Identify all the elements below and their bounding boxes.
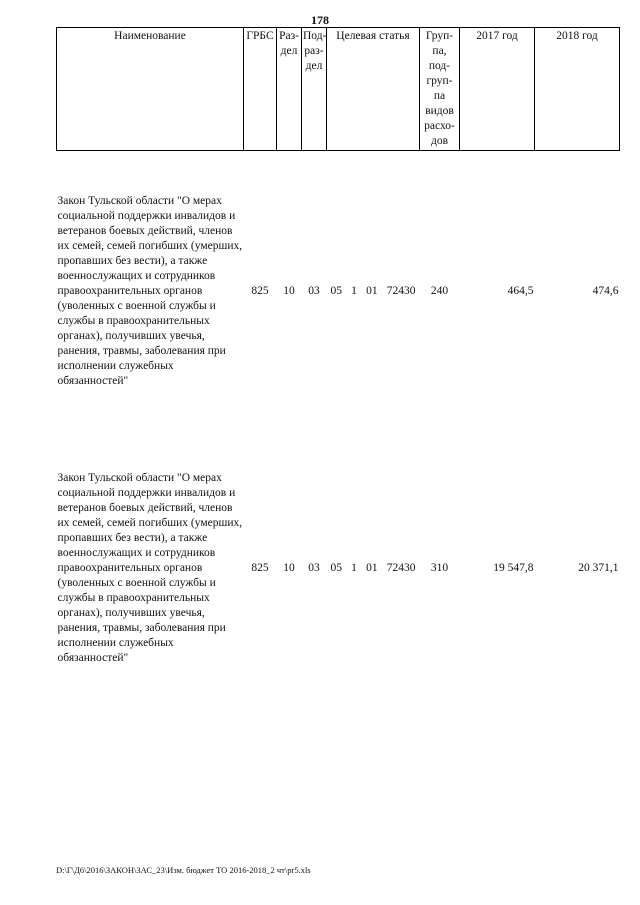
row-razdel: 10: [283, 284, 295, 297]
row-target-item: [327, 173, 420, 409]
target-item-part: 72430: [386, 284, 416, 297]
row-expense-group: 240: [430, 284, 449, 297]
row-amount-2017: 19 547,8: [493, 561, 534, 574]
row-podrazdel: 03: [308, 561, 320, 574]
row-target-item: [327, 450, 420, 686]
row-podrazdel: 03: [308, 284, 320, 297]
target-item-part: 05: [330, 284, 342, 297]
target-item-part: 1: [351, 561, 357, 574]
col-header-podrazdel: Под- раз- дел: [302, 28, 327, 151]
row-grbs: 825: [251, 284, 269, 297]
header-row: [57, 28, 620, 151]
target-item-part: 72430: [386, 561, 416, 574]
row-razdel: 10: [283, 561, 295, 574]
page-number: 178: [311, 13, 329, 27]
col-header-target-item: Целевая статья: [327, 28, 420, 151]
file-path-footer: D:\Г\Д6\2016\ЗАКОН\ЗАС_23\Изм. бюджет ТО 2016-2018_2 чт\pr5.xls: [56, 865, 311, 875]
row-expense-group: 310: [430, 561, 449, 574]
target-item-part: 01: [366, 561, 378, 574]
row-amount-2017: 464,5: [507, 284, 534, 297]
col-header-name: Наименование: [57, 28, 244, 151]
target-item-part: 1: [351, 284, 357, 297]
row-grbs: 825: [251, 561, 269, 574]
table-row: [57, 173, 620, 409]
col-header-2018: 2018 год: [535, 28, 620, 151]
row-amount-2018: 474,6: [592, 284, 619, 297]
col-header-razdel: Раз- дел: [277, 28, 302, 151]
row-name: Закон Тульской области "О мерах социальной поддержки инвалидов и ветеранов боевых действий, членов их семей, семей погибших (умерших, пропавших без вести), а также военнослужащих и сотрудников правоохранительных органов (уволенных с военной службы и службы в правоохранительных органах), получивших увечья, ранения, травмы, заболевания при исполнении служебных обязанностей": [57, 194, 243, 387]
budget-table: [56, 27, 620, 686]
target-item-part: 01: [366, 284, 378, 297]
row-amount-2018: 20 371,1: [578, 561, 619, 574]
target-item-part: 05: [330, 561, 342, 574]
row-name: Закон Тульской области "О мерах социальной поддержки инвалидов и ветеранов боевых действий, членов их семей, семей погибших (умерших, пропавших без вести), а также военнослужащих и сотрудников правоохранительных органов (уволенных с военной службы и службы в правоохранительных органах), получивших увечья, ранения, травмы, заболевания при исполнении служебных обязанностей": [57, 471, 243, 664]
col-header-2017: 2017 год: [460, 28, 535, 151]
col-header-expense-group: Груп- па, под- груп- па видов расхо- дов: [420, 28, 460, 151]
table-row: [57, 450, 620, 686]
col-header-grbs: ГРБС: [244, 28, 277, 151]
